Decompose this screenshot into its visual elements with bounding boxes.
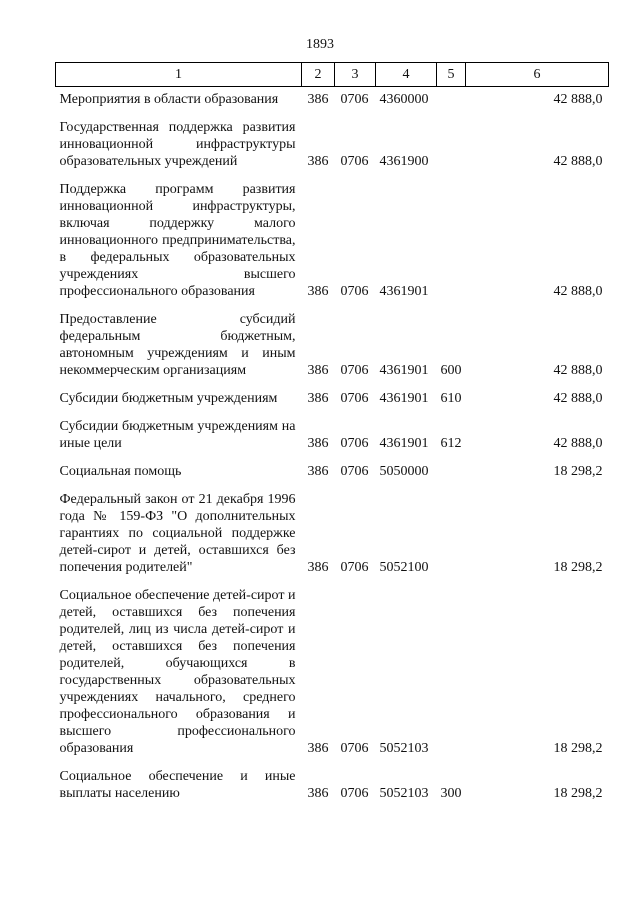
row-target-article-code: 5052103 (379, 741, 429, 756)
row-section-code: 0706 (340, 741, 369, 756)
column-header-4: 4 (376, 63, 437, 87)
row-ministry-code: 386 (307, 464, 329, 479)
row-ministry-code: 386 (307, 560, 329, 575)
row-expense-type-code (437, 582, 466, 763)
row-target-article-code: 4360000 (379, 92, 429, 107)
row-expense-type-code (437, 114, 466, 176)
row-expense-type-code: 600 (440, 363, 462, 378)
row-item-name: Федеральный закон от 21 декабря 1996 года № 159-ФЗ "О дополнительных гарантиях по социальной поддержке детей-сирот и детей, оставшихся без попечения родителей" (59, 492, 296, 575)
table-row (56, 413, 609, 458)
row-section-code: 0706 (340, 363, 369, 378)
row-expense-type-code: 610 (440, 391, 462, 406)
table-row (56, 385, 609, 413)
table-row (56, 114, 609, 176)
table-row (56, 306, 609, 385)
column-header-6: 6 (466, 63, 609, 87)
row-expense-type-code: 612 (440, 436, 462, 451)
row-item-name: Поддержка программ развития инновационной инфраструктуры, включая поддержку малого инновационного предпринимательства, в федеральных образовательных учреждениях высшего профессионального образования (59, 182, 296, 299)
row-amount: 42 888,0 (553, 92, 603, 107)
row-section-code: 0706 (340, 464, 369, 479)
table-row (56, 87, 609, 115)
row-item-name: Социальное обеспечение детей-сирот и детей, оставшихся без попечения родителей, лиц из числа детей-сирот и детей, оставшихся без попечения родителей, обучающихся в государственных образовательных учреждениях начального, среднего профессионального образования и высшего профессионального образования (59, 588, 296, 756)
row-expense-type-code (437, 458, 466, 486)
row-item-name: Субсидии бюджетным учреждениям (59, 391, 278, 406)
row-expense-type-code (437, 176, 466, 306)
page-number: 1893 (306, 37, 334, 52)
table-row (56, 763, 609, 808)
row-section-code: 0706 (340, 391, 369, 406)
row-amount: 18 298,2 (553, 464, 603, 479)
row-item-name: Предоставление субсидий федеральным бюджетным, автономным учреждениям и иным некоммерческим организациям (59, 312, 296, 378)
row-amount: 42 888,0 (553, 154, 603, 169)
row-section-code: 0706 (340, 560, 369, 575)
table-row (56, 458, 609, 486)
column-header-1: 1 (56, 63, 302, 87)
row-amount: 18 298,2 (553, 786, 603, 801)
row-target-article-code: 5050000 (379, 464, 429, 479)
row-ministry-code: 386 (307, 786, 329, 801)
row-section-code: 0706 (340, 92, 369, 107)
column-header-5: 5 (437, 63, 466, 87)
row-section-code: 0706 (340, 436, 369, 451)
row-item-name: Социальное обеспечение и иные выплаты населению (59, 769, 296, 801)
row-section-code: 0706 (340, 284, 369, 299)
row-ministry-code: 386 (307, 391, 329, 406)
row-section-code: 0706 (340, 154, 369, 169)
row-ministry-code: 386 (307, 154, 329, 169)
row-amount: 18 298,2 (553, 741, 603, 756)
row-amount: 42 888,0 (553, 284, 603, 299)
table-row (56, 176, 609, 306)
row-amount: 42 888,0 (553, 391, 603, 406)
row-target-article-code: 5052100 (379, 560, 429, 575)
row-target-article-code: 4361901 (379, 363, 429, 378)
row-amount: 42 888,0 (553, 363, 603, 378)
table-row (56, 582, 609, 763)
row-item-name: Социальная помощь (59, 464, 182, 479)
row-target-article-code: 4361900 (379, 154, 429, 169)
column-header-2: 2 (302, 63, 335, 87)
row-ministry-code: 386 (307, 741, 329, 756)
row-section-code: 0706 (340, 786, 369, 801)
table-row (56, 486, 609, 582)
row-expense-type-code (437, 87, 466, 115)
row-amount: 18 298,2 (553, 560, 603, 575)
row-ministry-code: 386 (307, 363, 329, 378)
row-item-name: Государственная поддержка развития инновационной инфраструктуры образовательных учреждений (59, 120, 296, 169)
row-ministry-code: 386 (307, 284, 329, 299)
row-expense-type-code (437, 486, 466, 582)
column-header-3: 3 (335, 63, 376, 87)
row-amount: 42 888,0 (553, 436, 603, 451)
row-expense-type-code: 300 (440, 786, 462, 801)
row-target-article-code: 4361901 (379, 436, 429, 451)
table-header-row (56, 63, 609, 87)
row-target-article-code: 5052103 (379, 786, 429, 801)
row-item-name: Субсидии бюджетным учреждениям на иные цели (59, 419, 296, 451)
row-ministry-code: 386 (307, 436, 329, 451)
budget-table (55, 62, 609, 808)
row-ministry-code: 386 (307, 92, 329, 107)
row-item-name: Мероприятия в области образования (59, 92, 279, 107)
row-target-article-code: 4361901 (379, 391, 429, 406)
row-target-article-code: 4361901 (379, 284, 429, 299)
